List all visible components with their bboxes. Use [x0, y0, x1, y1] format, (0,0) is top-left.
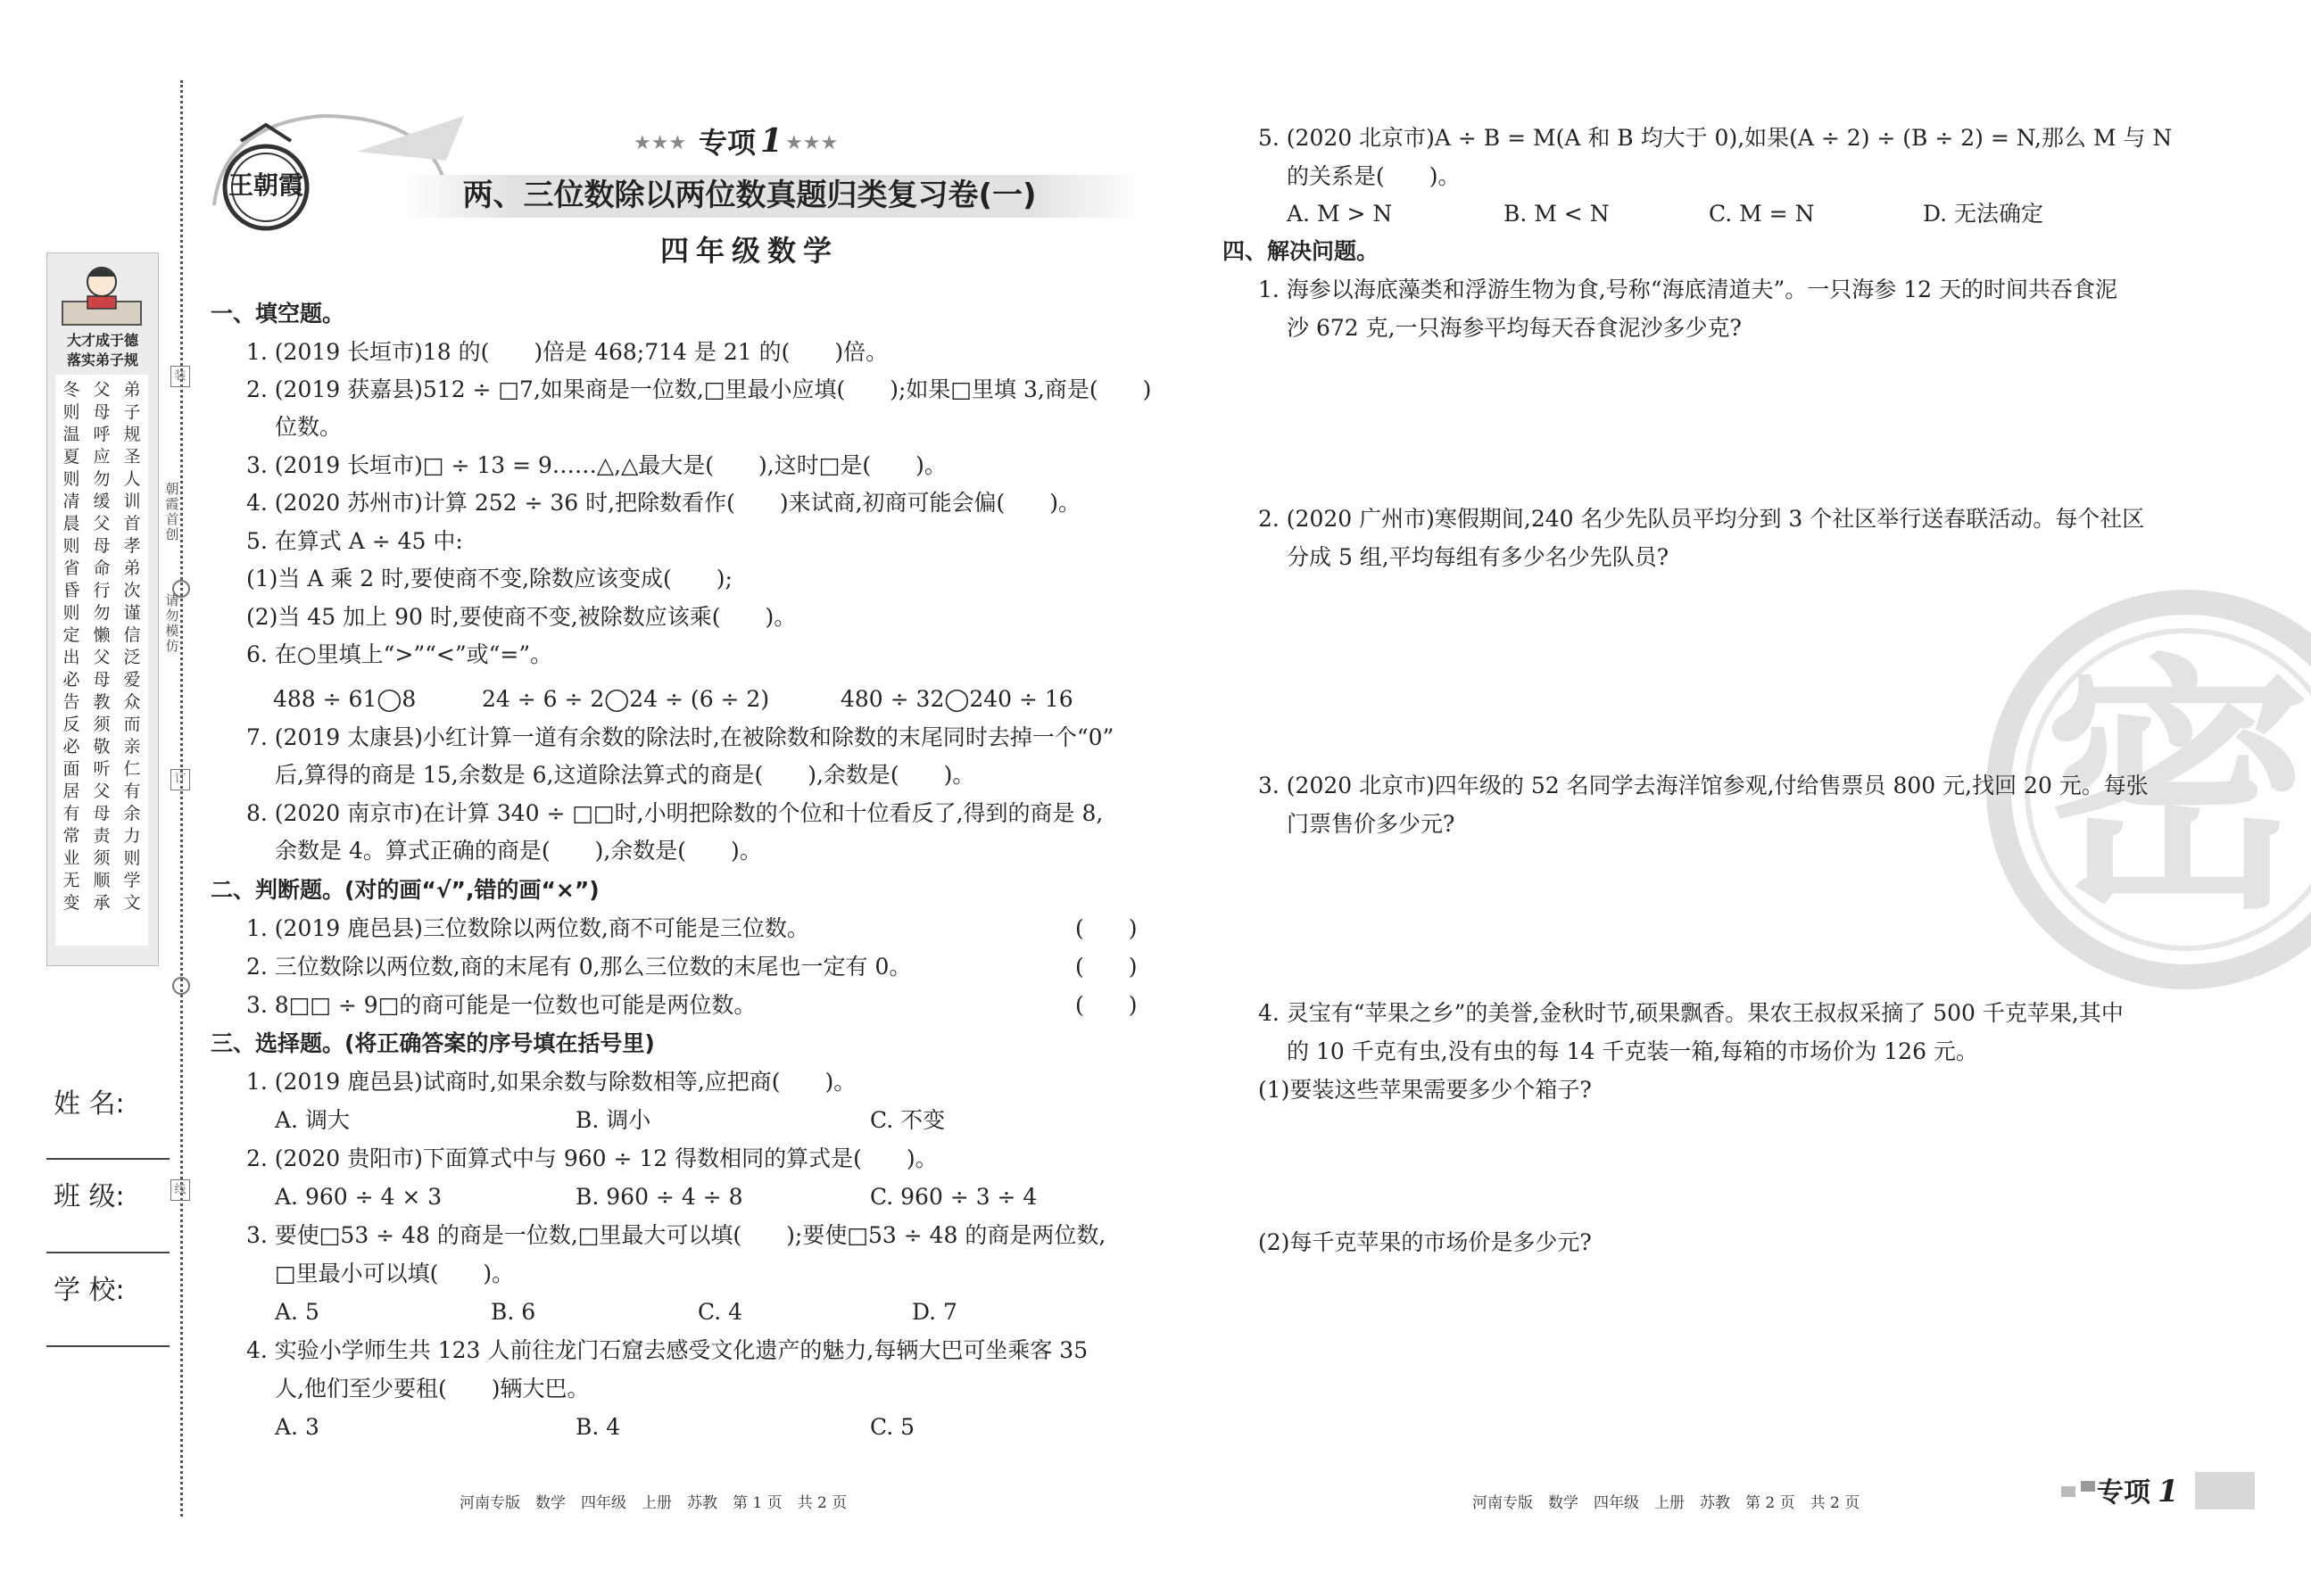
option-d: D. 7 [912, 1299, 957, 1325]
question-text: 位数。 [275, 414, 343, 440]
option-c: C. M = N [1709, 201, 1815, 227]
rule-column-1: 弟子规圣人训首孝弟次谨信泛爱众而亲仁有余力则学文 [123, 380, 141, 913]
page-subtitle: 四年级数学 [659, 234, 839, 268]
binding-hole-icon [172, 977, 190, 995]
question-text: 1. (2019 鹿邑县)试商时,如果余数与除数相等,应把商( )。 [246, 1069, 857, 1095]
comparison-item: 488 ÷ 61◯8 [273, 686, 417, 712]
corner-topic-label: 专项 [2097, 1477, 2150, 1509]
question-text: 6. 在○里填上“>”“<”或“=”。 [246, 641, 553, 667]
question-text: 2. (2020 贵阳市)下面算式中与 960 ÷ 12 得数相同的算式是( )。 [246, 1145, 938, 1171]
problem-text: 1. 海参以海底藻类和浮游生物为食,号称“海底清道夫”。一只海参 12 天的时间共吞食泥 [1258, 277, 2118, 302]
problem-text: 4. 灵宝有“苹果之乡”的美誉,金秋时节,硕果飘香。果农王叔叔采摘了 500 千克苹果,其中 [1258, 1000, 2124, 1026]
class-field-line[interactable] [46, 1252, 170, 1253]
problem-text: 分成 5 组,平均每组有多少名少先队员? [1287, 544, 1669, 570]
option-a: A. M > N [1287, 201, 1393, 227]
option-a: A. 调大 [275, 1107, 350, 1133]
comparison-item: 480 ÷ 32◯240 ÷ 16 [841, 686, 1073, 712]
corner-square-icon [2061, 1486, 2075, 1497]
watermark-char: 密 [2043, 633, 2311, 945]
stars-left-icon: ★★★ [634, 132, 687, 154]
question-text: 3. 8□□ ÷ 9□的商可能是一位数也可能是两位数。 [246, 992, 757, 1018]
question-text: 的关系是( )。 [1287, 163, 1461, 189]
sidebar-banner-line1: 大才成于德 [66, 332, 138, 349]
option-c: C. 不变 [870, 1107, 946, 1133]
page-title: 两、三位数除以两位数真题归类复习卷(一) [462, 178, 1037, 213]
question-text: □里最小可以填( )。 [275, 1261, 515, 1286]
option-c: C. 4 [698, 1299, 743, 1325]
corner-square-icon [2081, 1481, 2095, 1492]
class-field-label: 班 级: [54, 1181, 125, 1212]
section-heading-problems: 四、解决问题。 [1222, 238, 1379, 264]
cut-label-zhuang: 装 [170, 366, 190, 387]
answer-paren[interactable]: ( ) [1075, 915, 1138, 941]
problem-text: (1)要装这些苹果需要多少个箱子? [1258, 1077, 1592, 1103]
problem-text: 3. (2020 北京市)四年级的 52 名同学去海洋馆参观,付给售票员 800 元,找回 20 元。每张 [1258, 773, 2149, 798]
sidebar-banner-line2: 落实弟子规 [66, 351, 138, 368]
question-text: 4. 实验小学师生共 123 人前往龙门石窟去感受文化遗产的魅力,每辆大巴可坐乘客 35 [246, 1337, 1089, 1363]
cut-label-xian: 线 [170, 1179, 190, 1201]
section-heading-choice: 三、选择题。(将正确答案的序号填在括号里) [211, 1030, 655, 1056]
name-field-line[interactable] [46, 1158, 170, 1160]
corner-band [2195, 1472, 2255, 1509]
option-b: B. 调小 [576, 1107, 651, 1133]
option-a: A. 960 ÷ 4 × 3 [275, 1184, 443, 1210]
cut-line [180, 80, 183, 1517]
question-text: 1. (2019 长垣市)18 的( )倍是 468;714 是 21 的( )倍。 [246, 339, 889, 365]
comparison-item: 24 ÷ 6 ÷ 2◯24 ÷ (6 ÷ 2) [482, 686, 770, 712]
question-text: 人,他们至少要租( )辆大巴。 [275, 1376, 590, 1402]
topic-label: 专项 [699, 126, 757, 160]
option-b: B. 6 [491, 1299, 536, 1325]
scholar-figure-icon [55, 259, 148, 330]
right-page-footer: 河南专版 数学 四年级 上册 苏教 第 2 页 共 2 页 [1472, 1494, 1860, 1512]
question-text: 8. (2020 南京市)在计算 340 ÷ □□时,小明把除数的个位和十位看反了,得到的商是 8, [246, 800, 1104, 826]
vertical-note-1: 朝霞首创 [165, 481, 179, 542]
option-c: C. 5 [870, 1414, 915, 1440]
question-text: (1)当 A 乘 2 时,要使商不变,除数应该变成( ); [246, 566, 733, 591]
problem-text: 的 10 千克有虫,没有虫的每 14 千克装一箱,每箱的市场价为 126 元。 [1287, 1038, 1978, 1064]
problem-text: 沙 672 克,一只海参平均每天吞食泥沙多少克? [1287, 315, 1742, 341]
question-text: 1. (2019 鹿邑县)三位数除以两位数,商不可能是三位数。 [246, 915, 809, 941]
question-text: 余数是 4。算式正确的商是( ),余数是( )。 [275, 838, 762, 864]
left-page-footer: 河南专版 数学 四年级 上册 苏教 第 1 页 共 2 页 [460, 1494, 848, 1512]
question-text: 5. 在算式 A ÷ 45 中: [246, 528, 463, 554]
topic-number: 1 [760, 122, 783, 160]
school-field-label: 学 校: [54, 1275, 125, 1306]
question-text: 2. (2019 获嘉县)512 ÷ □7,如果商是一位数,□里最小应填( );如果□里填 3,商是( ) [246, 376, 1152, 402]
question-text: 3. (2019 长垣市)□ ÷ 13 = 9……△,△最大是( ),这时□是( )。 [246, 452, 947, 478]
question-text: 后,算得的商是 15,余数是 6,这道除法算式的商是( ),余数是( )。 [275, 762, 975, 788]
school-field-line[interactable] [46, 1345, 170, 1347]
vertical-note-2: 请勿模仿 [165, 592, 179, 654]
section-heading-fill-blank: 一、填空题。 [211, 301, 345, 327]
question-text: 3. 要使□53 ÷ 48 的商是一位数,□里最大可以填( );要使□53 ÷ 48 的商是两位数, [246, 1222, 1106, 1248]
problem-text: 门票售价多少元? [1287, 811, 1455, 837]
option-b: B. M < N [1503, 201, 1610, 227]
option-c: C. 960 ÷ 3 ÷ 4 [870, 1184, 1038, 1210]
answer-paren[interactable]: ( ) [1075, 992, 1138, 1018]
rule-column-3: 冬则温夏则凊晨则省昏则定出必告反必面居有常业无变 [62, 380, 80, 913]
section-heading-true-false: 二、判断题。(对的画“√”,错的画“×”) [211, 877, 600, 903]
name-field-label: 姓 名: [54, 1088, 125, 1120]
option-a: A. 5 [275, 1299, 319, 1325]
stars-right-icon: ★★★ [785, 132, 839, 154]
question-text: 4. (2020 苏州市)计算 252 ÷ 36 时,把除数看作( )来试商,初商可能会偏( )。 [246, 490, 1081, 516]
cut-label-ding: 订 [170, 769, 190, 790]
answer-paren[interactable]: ( ) [1075, 954, 1138, 980]
question-text: 2. 三位数除以两位数,商的末尾有 0,那么三位数的末尾也一定有 0。 [246, 954, 912, 980]
problem-text: 2. (2020 广州市)寒假期间,240 名少先队员平均分到 3 个社区举行送春联活动。每个社区 [1258, 506, 2145, 532]
option-d: D. 无法确定 [1923, 201, 2044, 227]
option-b: B. 960 ÷ 4 ÷ 8 [576, 1184, 743, 1210]
question-text: 7. (2019 太康县)小红计算一道有余数的除法时,在被除数和除数的末尾同时去掉一个“0” [246, 724, 1114, 750]
problem-text: (2)每千克苹果的市场价是多少元? [1258, 1229, 1592, 1255]
corner-topic-number: 1 [2158, 1474, 2179, 1509]
rule-column-2: 父母呼应勿缓父母命行勿懒父母教须敬听父母责须顺承 [93, 380, 111, 913]
logo-text: 王朝霞 [228, 170, 303, 200]
option-a: A. 3 [275, 1414, 319, 1440]
question-text: (2)当 45 加上 90 时,要使商不变,被除数应该乘( )。 [246, 604, 797, 630]
option-b: B. 4 [576, 1414, 621, 1440]
question-text: 5. (2020 北京市)A ÷ B = M(A 和 B 均大于 0),如果(A ÷ 2) ÷ (B ÷ 2) = N,那么 M 与 N [1258, 125, 2173, 151]
